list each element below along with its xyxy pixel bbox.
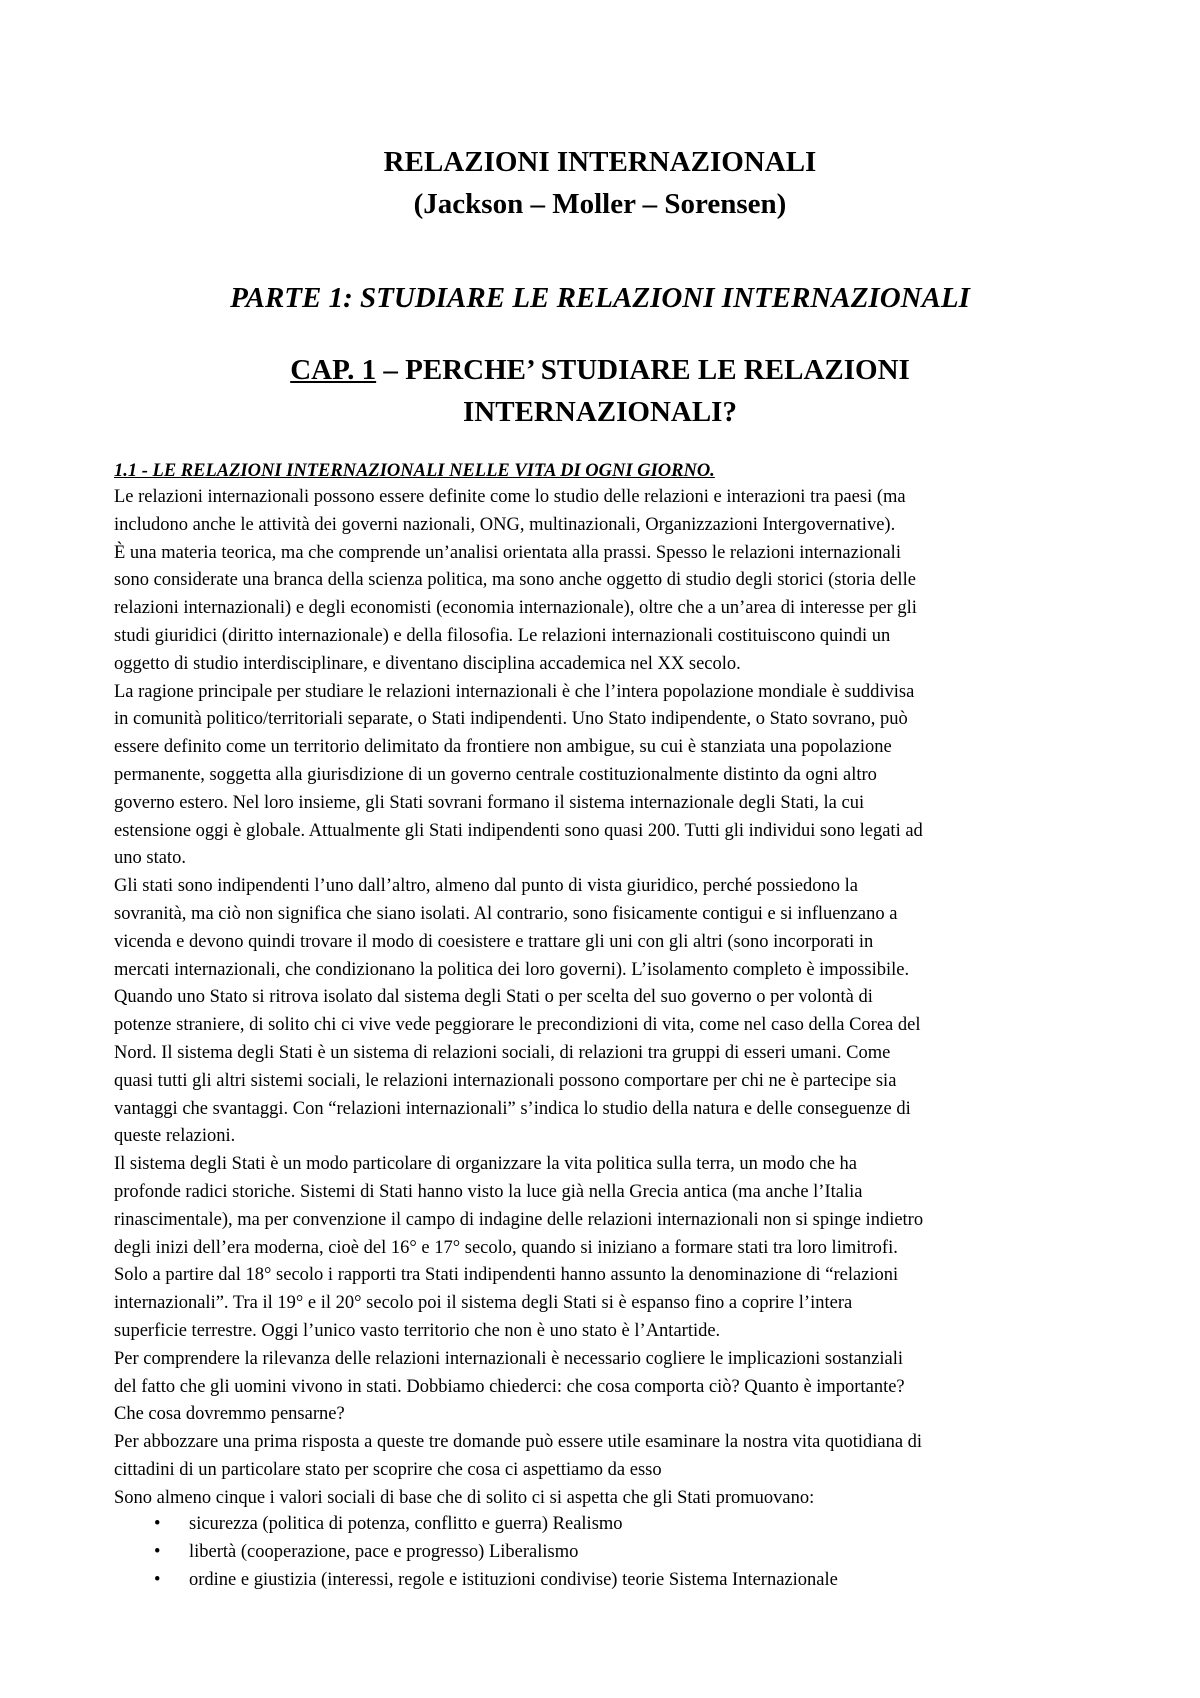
body-line: permanente, soggetta alla giurisdizione di un governo centrale costituzionalmente distinto da ogni altro xyxy=(114,764,877,785)
document-title: RELAZIONI INTERNAZIONALI xyxy=(383,146,817,178)
body-line: in comunità politico/territoriali separate, o Stati indipendenti. Uno Stato indipendente, o Stato sovrano, può xyxy=(114,709,908,730)
body-line: sovranità, ma ciò non significa che siano isolati. Al contrario, sono fisicamente contigui e si influenzano a xyxy=(114,903,898,924)
document-authors: (Jackson – Moller – Sorensen) xyxy=(413,188,787,220)
bullet-text: sicurezza (politica di potenza, conflitto e guerra) Realismo xyxy=(189,1514,623,1534)
body-line: Il sistema degli Stati è un modo particolare di organizzare la vita politica sulla terra, un modo che ha xyxy=(114,1154,858,1175)
part-heading: PARTE 1: STUDIARE LE RELAZIONI INTERNAZIONALI xyxy=(230,282,970,314)
chapter-number: CAP. 1 xyxy=(290,354,377,386)
body-line: potenze straniere, di solito chi ci vive vede peggiorare le precondizioni di vita, come nel caso della Corea del xyxy=(114,1015,921,1036)
body-line: queste relazioni. xyxy=(114,1126,236,1147)
chapter-heading-line1 xyxy=(0,349,1200,391)
body-line: vicenda e devono quindi trovare il modo di coesistere e trattare gli uni con gli altri (sono incorporati in xyxy=(114,931,874,952)
bullet-item xyxy=(114,1567,1114,1595)
body-line: sono considerate una branca della scienza politica, ma sono anche oggetto di studio degli storici (storia delle xyxy=(114,570,916,591)
body-text xyxy=(114,484,1114,1512)
bullet-icon: • xyxy=(154,1541,161,1562)
bullet-item xyxy=(114,1539,1114,1567)
section-heading: 1.1 - LE RELAZIONI INTERNAZIONALI NELLE VITA DI OGNI GIORNO. xyxy=(114,461,715,481)
body-line: Per abbozzare una prima risposta a queste tre domande può essere utile esaminare la nostra vita quotidiana di xyxy=(114,1432,923,1453)
body-line: Sono almeno cinque i valori sociali di base che di solito ci si aspetta che gli Stati promuovano: xyxy=(114,1487,815,1508)
body-line: internazionali”. Tra il 19° e il 20° secolo poi il sistema degli Stati si è espanso fino a coprire l’intera xyxy=(114,1293,853,1314)
body-line: del fatto che gli uomini vivono in stati. Dobbiamo chiederci: che cosa comporta ciò? Quanto è importante? xyxy=(114,1376,905,1397)
body-line: Le relazioni internazionali possono essere definite come lo studio delle relazioni e interazioni tra paesi (ma xyxy=(114,487,906,507)
body-line: La ragione principale per studiare le relazioni internazionali è che l’intera popolazione mondiale è suddivisa xyxy=(114,681,915,702)
chapter-heading xyxy=(0,349,1200,433)
bullet-list xyxy=(114,1511,1114,1594)
bullet-text: ordine e giustizia (interessi, regole e istituzioni condivise) teorie Sistema Internazionale xyxy=(189,1569,838,1590)
body-line: governo estero. Nel loro insieme, gli Stati sovrani formano il sistema internazionale degli Stati, la cui xyxy=(114,792,865,813)
body-line: vantaggi che svantaggi. Con “relazioni internazionali” s’indica lo studio della natura e delle conseguenze di xyxy=(114,1098,911,1119)
chapter-title-line1: – PERCHE’ STUDIARE LE RELAZIONI xyxy=(376,354,910,386)
body-line: uno stato. xyxy=(114,848,186,869)
body-line: estensione oggi è globale. Attualmente gli Stati indipendenti sono quasi 200. Tutti gli individui sono legati ad xyxy=(114,820,923,841)
body-line: quasi tutti gli altri sistemi sociali, le relazioni internazionali possono comportare per chi ne è partecipe sia xyxy=(114,1070,897,1091)
body-line: degli inizi dell’era moderna, cioè del 16° e 17° secolo, quando si iniziano a formare stati tra loro limitrofi. xyxy=(114,1237,898,1258)
body-line: mercati internazionali, che condizionano la politica dei loro governi). L’isolamento completo è impossibile. xyxy=(114,959,910,980)
body-line: includono anche le attività dei governi nazionali, ONG, multinazionali, Organizzazioni Intergovernative). xyxy=(114,514,896,535)
body-line: Che cosa dovremmo pensarne? xyxy=(114,1404,345,1425)
body-line: essere definito come un territorio delimitato da frontiere non ambigue, su cui è stanziata una popolazione xyxy=(114,737,892,758)
body-line: oggetto di studio interdisciplinare, e diventano disciplina accademica nel XX secolo. xyxy=(114,653,741,674)
body-line: profonde radici storiche. Sistemi di Stati hanno visto la luce già nella Grecia antica (ma anche l’Italia xyxy=(114,1181,863,1202)
bullet-text: libertà (cooperazione, pace e progresso) Liberalismo xyxy=(189,1541,579,1562)
body-line: cittadini di un particolare stato per scoprire che cosa ci aspettiamo da esso xyxy=(114,1459,662,1480)
body-line: studi giuridici (diritto internazionale) e della filosofia. Le relazioni internazionali costituiscono quindi un xyxy=(114,625,891,646)
body-line: Quando uno Stato si ritrova isolato dal sistema degli Stati o per scelta del suo governo o per volontà di xyxy=(114,987,873,1008)
bullet-icon: • xyxy=(154,1569,161,1590)
body-line: Per comprendere la rilevanza delle relazioni internazionali è necessario cogliere le implicazioni sostanziali xyxy=(114,1348,903,1369)
bullet-icon: • xyxy=(154,1514,161,1534)
chapter-title-line2: INTERNAZIONALI? xyxy=(463,396,737,428)
body-line: relazioni internazionali) e degli economisti (economia internazionale), oltre che a un’area di interesse per gli xyxy=(114,598,917,619)
body-line: È una materia teorica, ma che comprende un’analisi orientata alla prassi. Spesso le relazioni internazionali xyxy=(114,542,901,563)
body-line: Nord. Il sistema degli Stati è un sistema di relazioni sociali, di relazioni tra gruppi di esseri umani. Come xyxy=(114,1042,891,1063)
body-line: rinascimentale), ma per convenzione il campo di indagine delle relazioni internazionali non si spinge indietro xyxy=(114,1209,924,1230)
body-line: Gli stati sono indipendenti l’uno dall’altro, almeno dal punto di vista giuridico, perché possiedono la xyxy=(114,876,858,897)
body-line: superficie terrestre. Oggi l’unico vasto territorio che non è uno stato è l’Antartide. xyxy=(114,1320,721,1341)
body-line: Solo a partire dal 18° secolo i rapporti tra Stati indipendenti hanno assunto la denominazione di “relazioni xyxy=(114,1265,899,1286)
bullet-item xyxy=(114,1511,1114,1539)
